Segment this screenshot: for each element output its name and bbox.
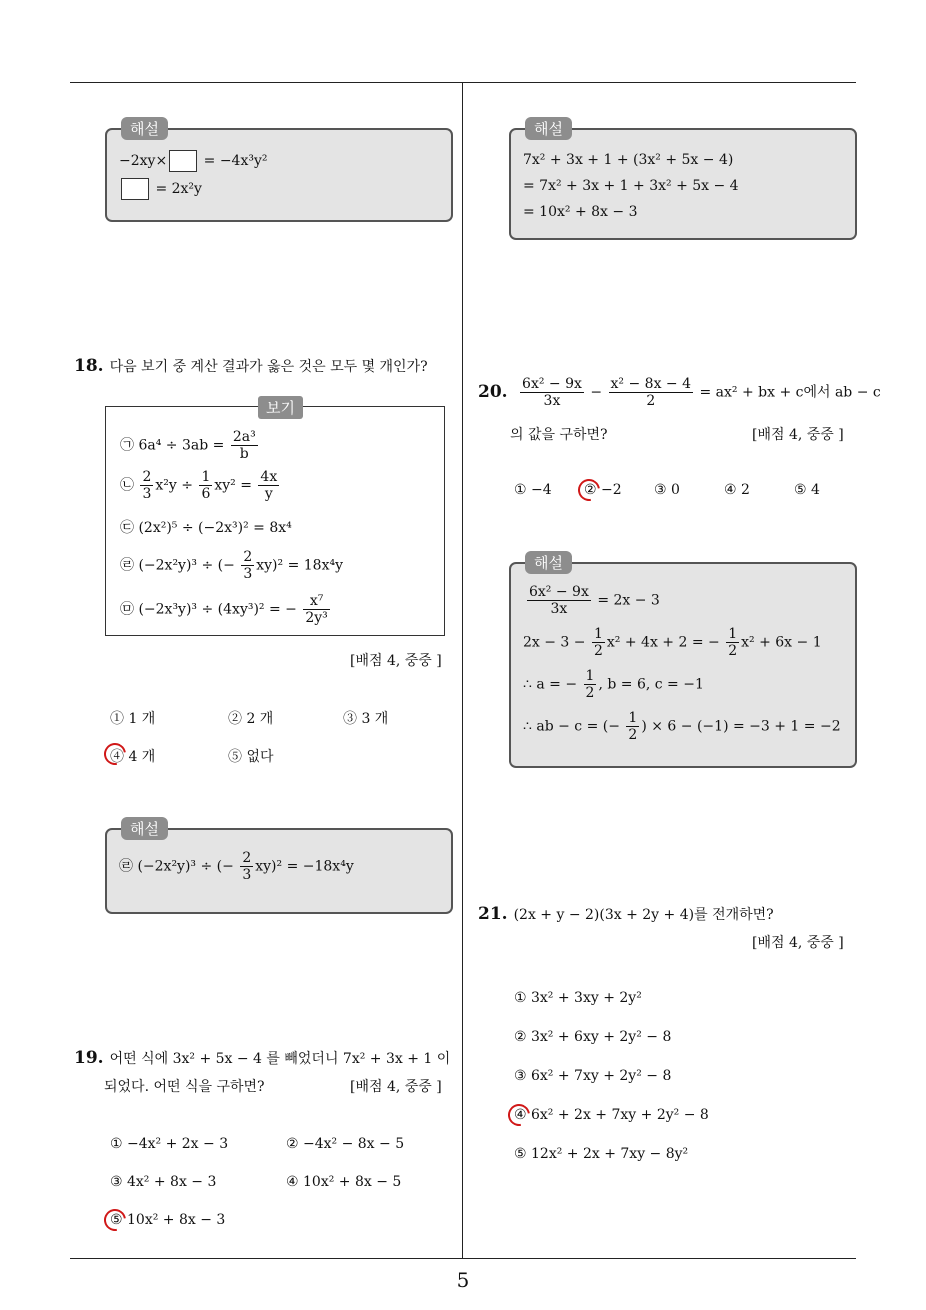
item-expr: xy)² = 18x⁴y — [256, 557, 343, 574]
score-meta-21: [배점 4, 중중 ] — [752, 935, 844, 951]
blank-box — [121, 178, 149, 200]
question-number: 18. — [74, 356, 104, 376]
solution-tag: 해설 — [121, 117, 168, 140]
frac-den: b — [239, 446, 249, 463]
item-mark: ㉢ — [120, 520, 134, 536]
item-expr: (−2x²y)³ ÷ (− — [138, 557, 235, 574]
option-21-4[interactable]: ④ 6x² + 2x + 7xy + 2y² − 8 — [514, 1107, 709, 1123]
bogi-item-5 — [120, 593, 332, 626]
answer-circle-icon — [504, 1100, 535, 1131]
option-19-1[interactable]: ① −4x² + 2x − 3 — [110, 1136, 229, 1152]
question-text: 어떤 식에 3x² + 5x − 4 를 빼었더니 7x² + 3x + 1 이 — [109, 1051, 451, 1067]
frac-num: x⁷ — [303, 593, 329, 610]
option-20-1[interactable]: ① −4 — [514, 482, 552, 498]
bottom-rule — [70, 1258, 856, 1259]
page-number: 5 — [456, 1268, 470, 1292]
item-mark: ㉡ — [120, 477, 134, 494]
item-expr: 6a⁴ ÷ 3ab = — [138, 437, 225, 454]
answer-circle-icon — [100, 1205, 131, 1236]
score-meta-19: [배점 4, 중중 ] — [350, 1079, 442, 1095]
bogi-item-3 — [120, 517, 292, 537]
solution-line — [119, 150, 268, 172]
frac-num: 6x² − 9x — [522, 376, 582, 392]
expr: xy)² = −18x⁴y — [255, 858, 354, 875]
question-19-line2: 되었다. 어떤 식을 구하면? — [104, 1079, 265, 1095]
item-mark: ㉠ — [120, 437, 134, 454]
frac-den: 3 — [142, 486, 152, 503]
solution-line — [525, 584, 660, 617]
frac-num: 4x — [260, 469, 278, 485]
operator: − — [590, 384, 603, 401]
frac-den: 3 — [242, 867, 252, 884]
frac-den: 2 — [628, 727, 638, 744]
frac-num: 2 — [243, 549, 253, 565]
expr: x² + 6x − 1 — [741, 634, 822, 651]
option-18-5[interactable]: ⑤ 없다 — [228, 749, 274, 765]
option-21-5[interactable]: ⑤ 12x² + 2x + 7xy − 8y² — [514, 1146, 689, 1162]
frac-num: 1 — [585, 668, 595, 684]
frac-den: 3x — [550, 601, 568, 618]
option-19-2[interactable]: ② −4x² − 8x − 5 — [286, 1136, 405, 1152]
question-number: 21. — [478, 904, 508, 924]
solution-line: = 10x² + 8x − 3 — [523, 204, 638, 220]
frac-den: 6 — [201, 486, 211, 503]
bogi-box — [105, 399, 445, 636]
expr: = 2x − 3 — [597, 592, 660, 609]
option-18-3[interactable]: ③ 3 개 — [343, 711, 389, 727]
question-text: (2x + y − 2)(3x + 2y + 4)를 전개하면? — [513, 907, 774, 923]
option-19-4[interactable]: ④ 10x² + 8x − 5 — [286, 1174, 402, 1190]
option-18-2[interactable]: ② 2 개 — [228, 711, 274, 727]
frac-num: 1 — [593, 626, 603, 642]
frac-num: 2 — [242, 850, 252, 866]
solution-line: = 7x² + 3x + 1 + 3x² + 5x − 4 — [523, 178, 739, 194]
item-expr: xy² = — [214, 477, 252, 494]
frac-den: 2 — [585, 685, 595, 702]
frac-den: 2 — [728, 643, 738, 660]
question-number: 20. — [478, 381, 508, 402]
option-20-5[interactable]: ⑤ 4 — [794, 482, 820, 498]
frac-den: 2 — [593, 643, 603, 660]
frac-num: 1 — [728, 626, 738, 642]
option-21-2[interactable]: ② 3x² + 6xy + 2y² − 8 — [514, 1029, 672, 1045]
solution-line — [119, 850, 354, 883]
bogi-item-2 — [120, 469, 281, 502]
option-19-5[interactable]: ⑤ 10x² + 8x − 3 — [110, 1212, 226, 1228]
question-number: 19. — [74, 1048, 104, 1068]
item-expr: (−2x³y)³ ÷ (4xy³)² = − — [138, 601, 297, 618]
item-mark: ㉣ — [120, 557, 134, 574]
blank-box — [169, 150, 197, 172]
question-text: 다음 보기 중 계산 결과가 옳은 것은 모두 몇 개인가? — [109, 359, 428, 375]
solution-tag: 해설 — [525, 117, 572, 140]
option-20-3[interactable]: ③ 0 — [654, 482, 680, 498]
option-18-4[interactable]: ④ 4 개 — [110, 749, 156, 765]
expr: , b = 6, c = −1 — [598, 676, 704, 693]
frac-num: 6x² − 9x — [529, 584, 589, 600]
frac-num: x² − 8x − 4 — [610, 376, 692, 392]
frac-num: 1 — [201, 469, 211, 485]
expr: ∴ ab − c = (− — [523, 718, 620, 735]
expr-right: = 2x²y — [155, 181, 202, 197]
solution-line — [523, 668, 704, 701]
frac-den: 2 — [646, 393, 656, 410]
question-20 — [478, 376, 881, 409]
expr-left: −2xy× — [119, 153, 168, 169]
item-mark: ㉤ — [120, 601, 134, 618]
bogi-tag: 보기 — [258, 396, 303, 419]
solution-box-17 — [105, 120, 453, 222]
option-19-3[interactable]: ③ 4x² + 8x − 3 — [110, 1174, 217, 1190]
item-expr: (2x²)⁵ ÷ (−2x³)² = 8x⁴ — [138, 520, 292, 536]
option-20-4[interactable]: ④ 2 — [724, 482, 750, 498]
solution-box-19 — [509, 120, 857, 240]
expr: ∴ a = − — [523, 676, 578, 693]
solution-box-18 — [105, 820, 453, 914]
frac-den: y — [264, 486, 273, 503]
answer-circle-icon — [574, 475, 605, 506]
column-divider — [462, 83, 463, 1258]
frac-den: 3 — [243, 566, 253, 583]
expr: ㉣ (−2x²y)³ ÷ (− — [119, 858, 234, 875]
frac-num: 2a³ — [232, 429, 256, 445]
top-rule — [70, 82, 856, 83]
option-21-1[interactable]: ① 3x² + 3xy + 2y² — [514, 990, 642, 1006]
solution-line — [119, 178, 202, 200]
frac-den: 3x — [543, 393, 561, 410]
score-meta-20: [배점 4, 중중 ] — [752, 427, 844, 443]
question-20-line2: 의 값을 구하면? — [510, 427, 608, 443]
frac-num: 2 — [142, 469, 152, 485]
option-21-3[interactable]: ③ 6x² + 7xy + 2y² − 8 — [514, 1068, 672, 1084]
expr-right: = −4x³y² — [203, 153, 268, 169]
expr: 2x − 3 − — [523, 634, 586, 651]
expr: x² + 4x + 2 = − — [606, 634, 720, 651]
bogi-item-4 — [120, 549, 343, 582]
solution-line: 7x² + 3x + 1 + (3x² + 5x − 4) — [523, 152, 734, 168]
question-text: = ax² + bx + c에서 ab − c — [699, 384, 881, 401]
frac-den: 2y³ — [305, 610, 328, 627]
question-18 — [74, 356, 428, 376]
solution-line — [523, 710, 841, 743]
frac-num: 1 — [628, 710, 638, 726]
question-19 — [74, 1048, 450, 1068]
solution-tag: 해설 — [121, 817, 168, 840]
score-meta-18: [배점 4, 중중 ] — [350, 653, 442, 669]
bogi-item-1 — [120, 429, 260, 462]
option-18-1[interactable]: ① 1 개 — [110, 711, 156, 727]
question-21 — [478, 904, 774, 924]
solution-box-20 — [509, 554, 857, 768]
item-expr: x²y ÷ — [155, 477, 193, 494]
expr: ) × 6 − (−1) = −3 + 1 = −2 — [641, 718, 841, 735]
solution-line — [523, 626, 822, 659]
solution-tag: 해설 — [525, 551, 572, 574]
option-20-2[interactable]: ② −2 — [584, 482, 622, 498]
